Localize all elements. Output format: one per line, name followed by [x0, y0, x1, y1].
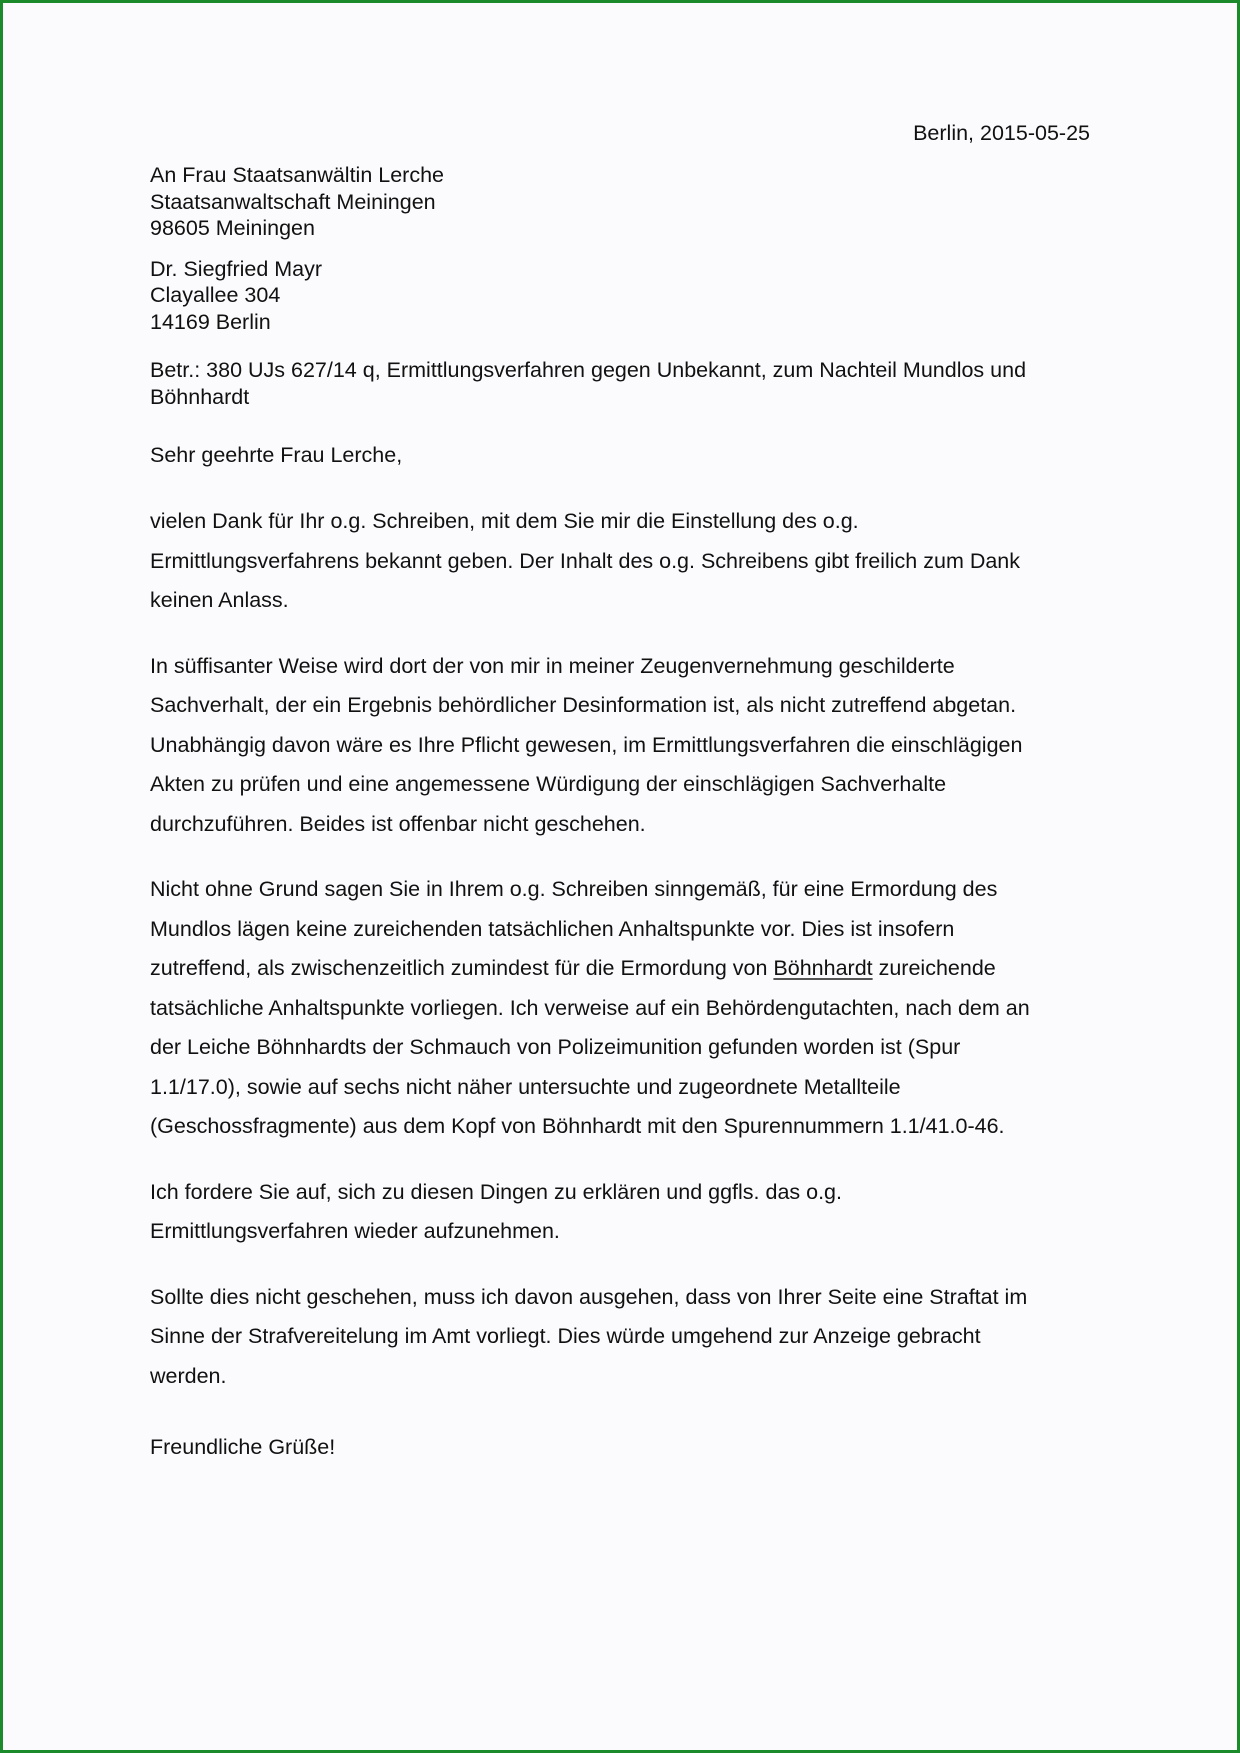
sender-line: 14169 Berlin: [150, 309, 271, 334]
paragraph-line: Ich fordere Sie auf, sich zu diesen Dingen zu erklären und ggfls. das o.g.: [150, 1179, 842, 1204]
paragraph-line: tatsächliche Anhaltspunkte vorliegen. Ich verweise auf ein Behördengutachten, nach dem an: [150, 995, 1030, 1020]
recipient-line: Staatsanwaltschaft Meiningen: [150, 189, 436, 214]
paragraph-line: der Leiche Böhnhardts der Schmauch von Polizeimunition gefunden worden ist (Spur: [150, 1035, 961, 1059]
underlined-name: Böhnhardt: [773, 956, 873, 980]
recipient-line: An Frau Staatsanwältin Lerche: [150, 163, 444, 187]
paragraph-line: Mundlos lägen keine zureichenden tatsächlichen Anhaltspunkte vor. Dies ist insofern: [150, 916, 955, 941]
line-text-after: zureichende: [872, 956, 996, 980]
paragraph-line: werden.: [150, 1363, 227, 1388]
paragraph-line: (Geschossfragmente) aus dem Kopf von Böhnhardt mit den Spurennummern 1.1/41.0-46.: [150, 1114, 1005, 1138]
recipient-address: [150, 162, 1090, 242]
sender-line: Dr. Siegfried Mayr: [150, 256, 323, 281]
salutation: Sehr geehrte Frau Lerche,: [150, 443, 403, 467]
paragraph-line: keinen Anlass.: [150, 588, 289, 612]
sender-address: [150, 256, 1090, 336]
paragraph-line: Ermittlungsverfahren wieder aufzunehmen.: [150, 1219, 560, 1243]
paragraph-line: In süffisanter Weise wird dort der von mir in meiner Zeugenvernehmung geschilderte: [150, 653, 955, 678]
paragraph-thanks: [150, 502, 1090, 621]
paragraph-line: Ermittlungsverfahrens bekannt geben. Der Inhalt des o.g. Schreibens gibt freilich zum Dank: [150, 548, 1021, 573]
paragraph-line: 1.1/17.0), sowie auf sechs nicht näher untersuchte und zugeordnete Metallteile: [150, 1074, 901, 1099]
paragraph-warning: [150, 1278, 1090, 1397]
closing: Freundliche Grüße!: [150, 1435, 336, 1459]
date-line: Berlin, 2015-05-25: [913, 121, 1090, 145]
paragraph-demand: [150, 1173, 1090, 1252]
paragraph-criticism: [150, 647, 1090, 845]
paragraph-line: Sinne der Strafvereitelung im Amt vorliegt. Dies würde umgehend zur Anzeige gebracht: [150, 1324, 981, 1348]
paragraph-line: Unabhängig davon wäre es Ihre Pflicht gewesen, im Ermittlungsverfahren die einschlägigen: [150, 732, 1023, 757]
letter-body: [150, 116, 1090, 1464]
paragraph-evidence: [150, 870, 1090, 1147]
paragraph-line: vielen Dank für Ihr o.g. Schreiben, mit dem Sie mir die Einstellung des o.g.: [150, 509, 859, 533]
paragraph-line-with-underline: [150, 949, 1090, 989]
paragraph-line: Sachverhalt, der ein Ergebnis behördlicher Desinformation ist, als nicht zutreffend abgetan.: [150, 693, 1017, 717]
sender-line: Clayallee 304: [150, 283, 281, 307]
recipient-line: 98605 Meiningen: [150, 216, 315, 240]
paragraph-line: Akten zu prüfen und eine angemessene Würdigung der einschlägigen Sachverhalte: [150, 772, 947, 796]
paragraph-line: Nicht ohne Grund sagen Sie in Ihrem o.g. Schreiben sinngemäß, für eine Ermordung des: [150, 877, 998, 901]
line-text-before: zutreffend, als zwischenzeitlich zumindest für die Ermordung von: [150, 956, 774, 980]
paragraph-line: Sollte dies nicht geschehen, muss ich davon ausgehen, dass von Ihrer Seite eine Straftat im: [150, 1284, 1028, 1309]
paragraph-line: durchzuführen. Beides ist offenbar nicht geschehen.: [150, 811, 646, 836]
subject-line: Betr.: 380 UJs 627/14 q, Ermittlungsverfahren gegen Unbekannt, zum Nachteil Mundlos und Böhnhardt: [150, 358, 1027, 409]
